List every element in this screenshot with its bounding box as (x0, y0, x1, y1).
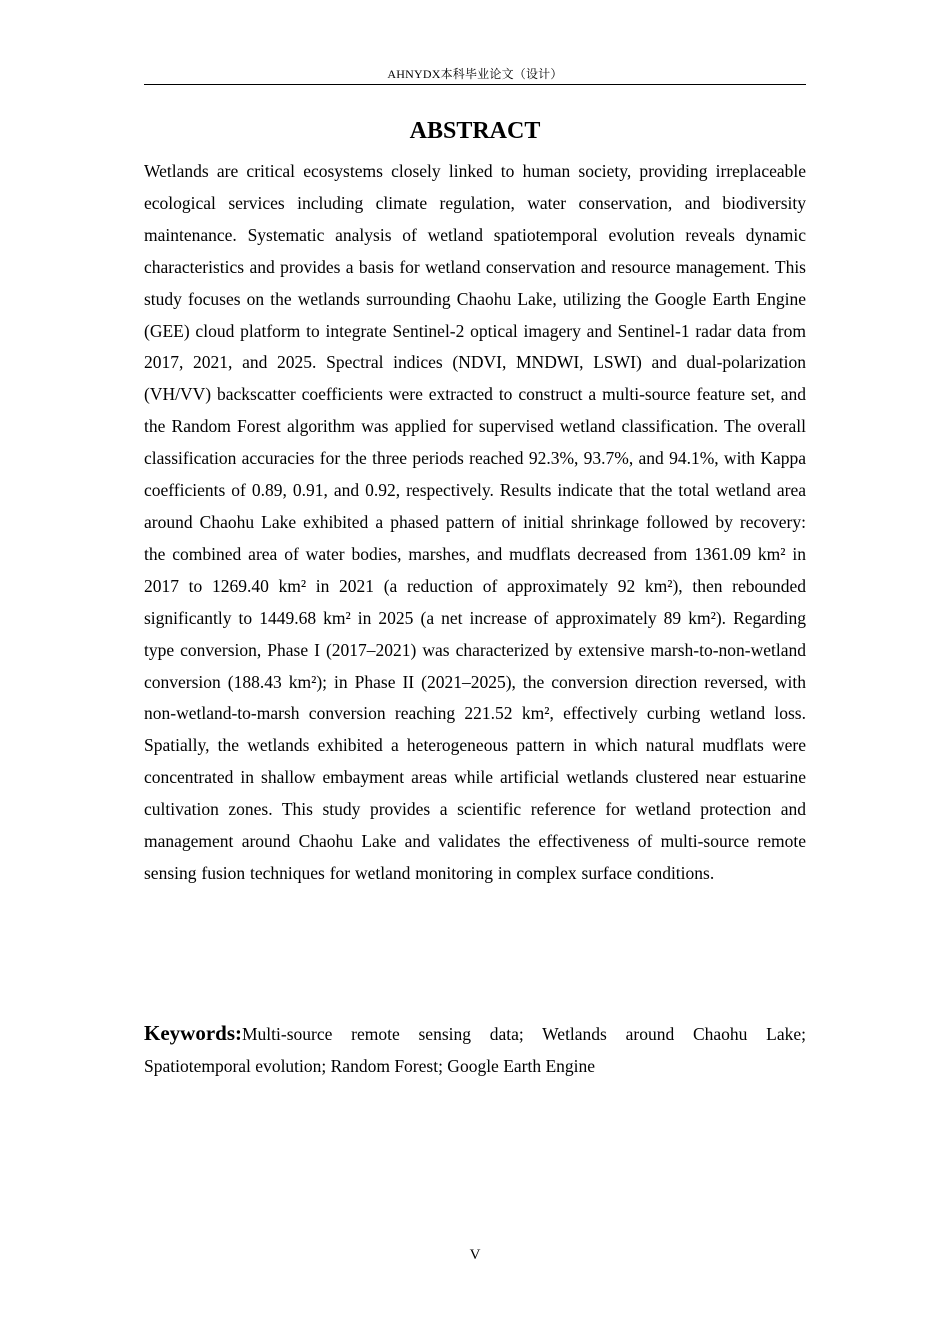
keywords-paragraph (144, 1018, 806, 1082)
keywords-text: Multi-source remote sensing data; Wetlands around Chaohu Lake; Spatiotemporal evolution; Random Forest; Google Earth Engine (144, 1024, 806, 1076)
page-number: V (469, 1247, 481, 1263)
keywords-label: Keywords: (144, 1021, 242, 1045)
abstract-title: ABSTRACT (409, 118, 541, 144)
page-header: AHNYDX本科毕业论文（设计） (144, 66, 806, 85)
abstract-body: Wetlands are critical ecosystems closely linked to human society, providing irreplaceable ecological services including climate regulation, water conservation, and biodiversity maintenance. Systematic analysis of wetland spatiotemporal evolution reveals dynamic characteristics and provides a basis for wetland conservation and resource management. This study focuses on the wetlands surrounding Chaohu Lake, utilizing the Google Earth Engine (GEE) cloud platform to integrate Sentinel-2 optical imagery and Sentinel-1 radar data from 2017, 2021, and 2025. Spectral indices (NDVI, MNDWI, LSWI) and dual-polarization (VH/VV) backscatter coefficients were extracted to construct a multi-source feature set, and the Random Forest algorithm was applied for supervised wetland classification. The overall classification accuracies for the three periods reached 92.3%, 93.7%, and 94.1%, with Kappa coefficients of 0.89, 0.91, and 0.92, respectively. Results indicate that the total wetland area around Chaohu Lake exhibited a phased pattern of initial shrinkage followed by recovery: the combined area of water bodies, marshes, and mudflats decreased from 1361.09 km² in 2017 to 1269.40 km² in 2021 (a reduction of approximately 92 km²), then rebounded significantly to 1449.68 km² in 2025 (a net increase of approximately 89 km²). Regarding type conversion, Phase I (2017–2021) was characterized by extensive marsh-to-non-wetland conversion (188.43 km²); in Phase II (2021–2025), the conversion direction reversed, with non-wetland-to-marsh conversion reaching 221.52 km², effectively curbing wetland loss. Spatially, the wetlands exhibited a heterogeneous pattern in which natural mudflats were concentrated in shallow embayment areas while artificial wetlands clustered near estuarine cultivation zones. This study provides a scientific reference for wetland protection and management around Chaohu Lake and validates the effectiveness of multi-source remote sensing fusion techniques for wetland monitoring in complex surface conditions. (144, 161, 806, 883)
